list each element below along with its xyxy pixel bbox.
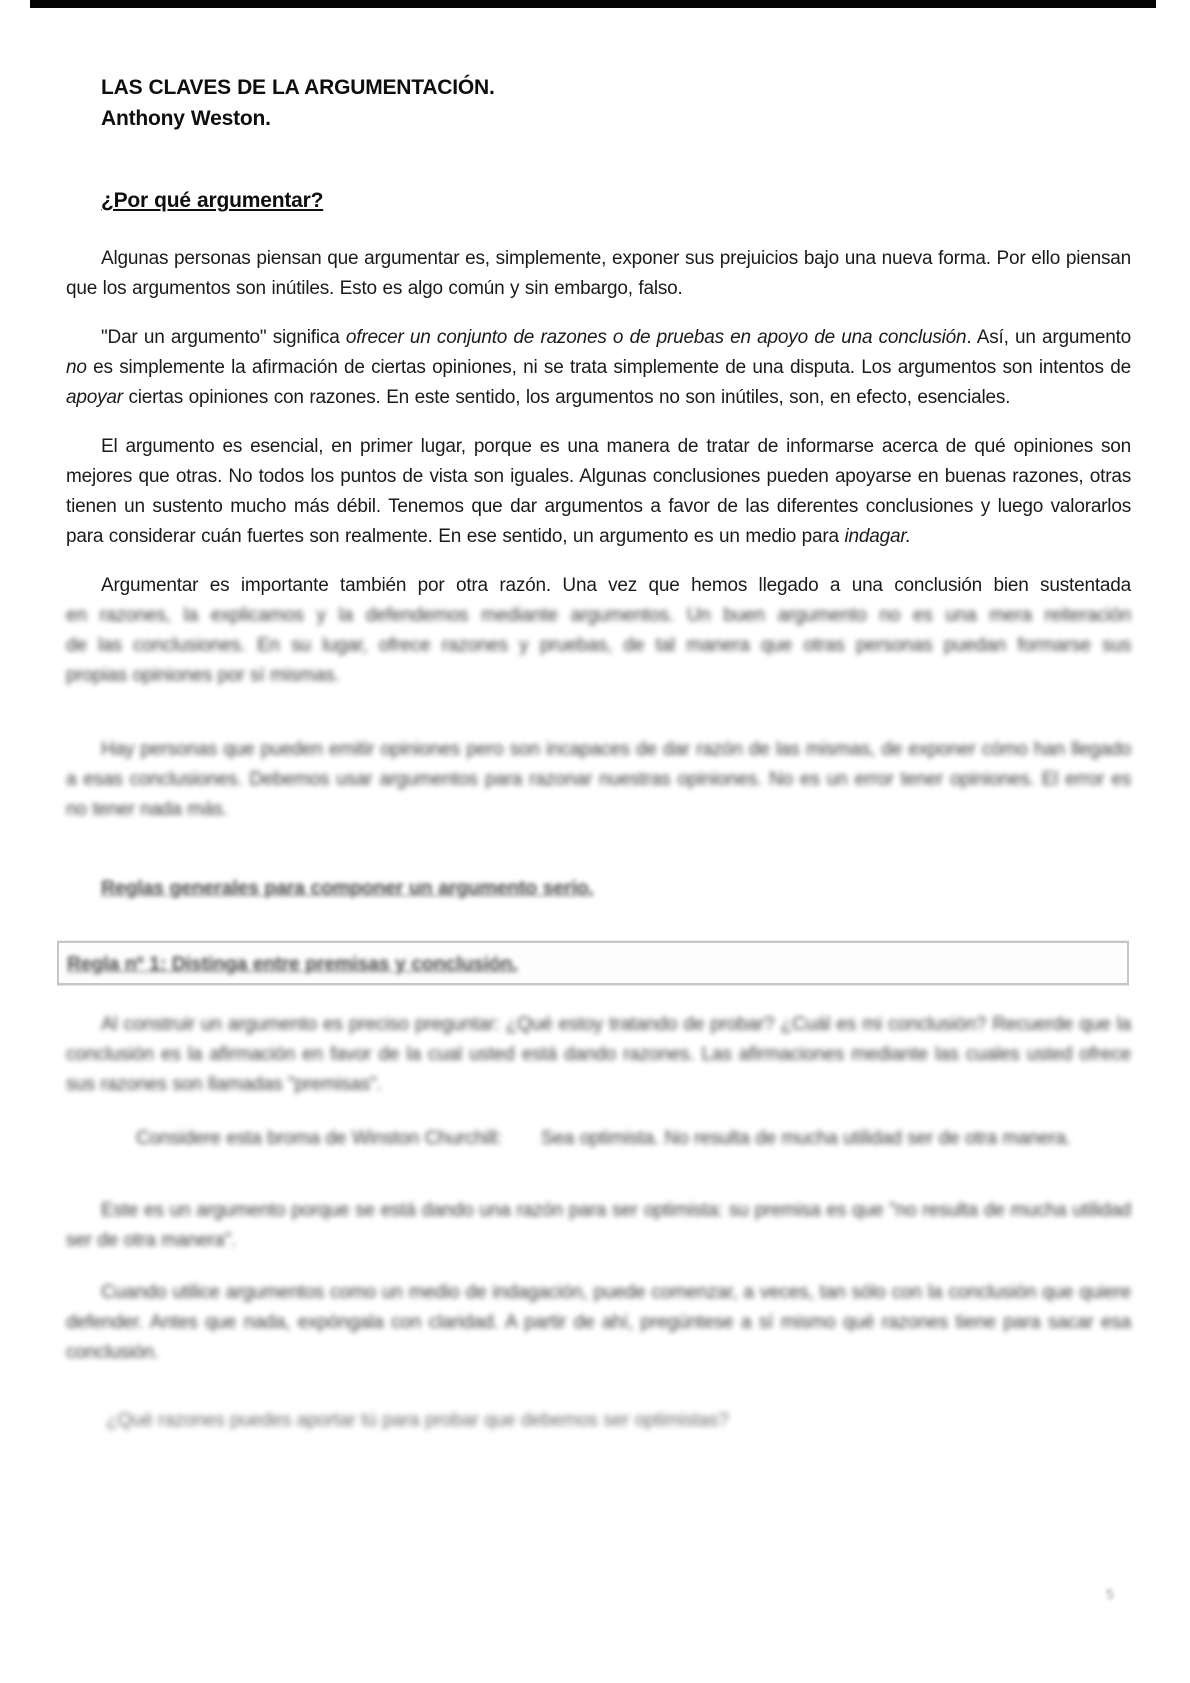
page-content (66, 0, 1131, 1455)
paragraph-line-blurred: de las conclusiones. En su lugar, ofrece razones y pruebas, de tal manera que otras personas puedan formarse sus (66, 635, 1131, 656)
text-segment: es simplemente la afirmación de ciertas opiniones, ni se trata simplemente de una disputa. Los argumentos son intentos de (86, 357, 1131, 378)
paragraph-rule-1-blurred: Al construir un argumento es preciso preguntar: ¿Qué estoy tratando de probar? ¿Cuál es mi conclusión? Recuerde que la conclusión es la afirmación en favor de la cual usted está dando razones. Las afirmaciones mediante las cuales usted ofrece sus razones son llamadas "premisas". (66, 1014, 1131, 1095)
title-block (101, 72, 1131, 134)
text-segment: ciertas opiniones con razones. En este sentido, los argumentos no son inútiles, son, en efecto, esenciales. (122, 387, 1011, 408)
page-number: 5 (1106, 1586, 1114, 1602)
italic-segment: no (66, 357, 87, 378)
paragraph-intro-2 (66, 323, 1131, 413)
document-title: LAS CLAVES DE LA ARGUMENTACIÓN. (101, 76, 495, 99)
text-segment: El argumento es esencial, en primer lugar, porque es una manera de tratar de informarse acerca de qué opiniones son mejores que otras. No todos los puntos de vista son iguales. Algunas conclusiones pueden apoyarse en buenas razones, otras tienen un sustento mucho más débil. Tenemos que dar argumentos a favor de las diferentes conclusiones y luego valorarlos para considerar cuán fuertes son realmente. En ese sentido, un argumento es un medio para (66, 436, 1131, 547)
paragraph-question-blurred: ¿Qué razones puedes aportar tú para probar que debemos ser optimistas? (106, 1410, 729, 1431)
document-author: Anthony Weston. (101, 107, 271, 130)
section-heading-why-argue: ¿Por qué argumentar? (101, 189, 324, 212)
rule-1-title-blurred: Regla nº 1: Distinga entre premisas y conclusión. (67, 953, 518, 975)
italic-segment: apoyar (66, 387, 123, 408)
section-heading-general-rules-blurred: Reglas generales para componer un argumento serio. (101, 877, 594, 899)
italic-segment: indagar. (844, 526, 911, 547)
italic-segment: ofrecer un conjunto de razones o de pruebas en apoyo de una conclusión (345, 327, 967, 348)
text-segment: . Así, un argumento (966, 327, 1132, 348)
rule-1-heading-box (57, 941, 1129, 985)
paragraph-intro-5-blurred: Hay personas que pueden emitir opiniones pero son incapaces de dar razón de las mismas, de exponer cómo han llegado a esas conclusiones. Debemos usar argumentos para razonar nuestras opiniones. No es un error tener opiniones. El error es no tener nada más. (66, 739, 1131, 820)
paragraph-line-blurred: propias opiniones por sí mismas. (66, 665, 340, 686)
paragraph-inquiry-blurred: Cuando utilice argumentos como un medio de indagación, puede comenzar, a veces, tan sólo con la conclusión que quiere defender. Antes que nada, expóngala con claridad. A partir de ahí, pregúntese a sí mismo qué razones tiene para sacar esa conclusión. (66, 1282, 1131, 1363)
text-segment: "Dar un argumento" significa (101, 327, 346, 348)
paragraph-intro-4 (66, 571, 1131, 691)
paragraph-churchill-example-blurred: Considere esta broma de Winston Churchill: Sea optimista. No resulta de mucha utilidad ser de otra manera. (136, 1128, 1071, 1149)
paragraph-line-clear: Argumentar es importante también por otra razón. Una vez que hemos llegado a una conclusión bien sustentada (101, 575, 1131, 596)
paragraph-line-blurred: en razones, la explicamos y la defendemos mediante argumentos. Un buen argumento no es una mera reiteración (66, 605, 1131, 626)
paragraph-intro-3 (66, 432, 1131, 552)
paragraph-argument-reason-blurred: Este es un argumento porque se está dando una razón para ser optimista: su premisa es que "no resulta de mucha utilidad ser de otra manera". (66, 1200, 1131, 1251)
paragraph-intro-1: Algunas personas piensan que argumentar es, simplemente, exponer sus prejuicios bajo una nueva forma. Por ello piensan que los argumentos son inútiles. Esto es algo común y sin embargo, falso. (66, 248, 1131, 299)
